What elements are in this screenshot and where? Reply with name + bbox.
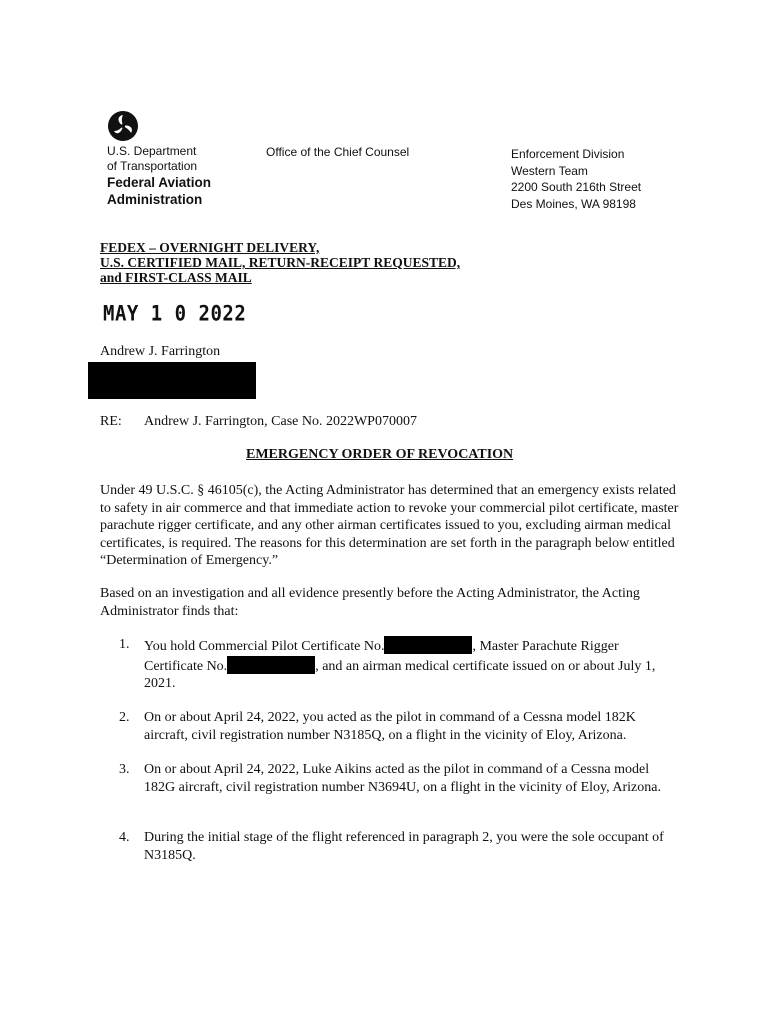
findings-intro: Based on an investigation and all evidence presently before the Acting Administrator, the Acting Administrator finds that: bbox=[100, 586, 640, 619]
re-text: Andrew J. Farrington, Case No. 2022WP070007 bbox=[144, 414, 417, 429]
finding-text: On or about April 24, 2022, you acted as the pilot in command of a Cessna model 182K aircraft, civil registration number N3185Q, on a flight in the vicinity of Eloy, Arizona. bbox=[144, 710, 636, 743]
finding-number: 4. bbox=[119, 830, 130, 845]
intro-paragraph: Under 49 U.S.C. § 46105(c), the Acting Administrator has determined that an emergency exists related to safety in air commerce and that immediate action to revoke your commercial pilot certificate, master parachute rigger certificate, and any other airman certificates issued to you, excluding airman medical certificates, is required. The reasons for this determination are set forth in the paragraph below entitled “Determination of Emergency.” bbox=[100, 483, 679, 568]
division-line-3: 2200 South 216th Street bbox=[511, 180, 642, 194]
dept-line-1: U.S. Department bbox=[107, 144, 197, 158]
addressee-name: Andrew J. Farrington bbox=[100, 344, 221, 359]
delivery-line-3: and FIRST-CLASS MAIL bbox=[100, 270, 252, 285]
redacted-rigger-certificate-number bbox=[227, 656, 315, 674]
delivery-method bbox=[100, 240, 460, 285]
date-stamp: MAY 1 0 2022 bbox=[103, 301, 247, 327]
delivery-line-1: FEDEX – OVERNIGHT DELIVERY, bbox=[100, 240, 320, 255]
office-name: Office of the Chief Counsel bbox=[266, 145, 410, 159]
finding-number: 3. bbox=[119, 762, 130, 777]
finding-text: During the initial stage of the flight referenced in paragraph 2, you were the sole occupant of N3185Q. bbox=[144, 830, 664, 863]
finding-1-part-2: , Master Parachute Rigger Certificate No. bbox=[144, 639, 619, 674]
delivery-line-2: U.S. CERTIFIED MAIL, RETURN-RECEIPT REQUESTED, bbox=[100, 255, 461, 270]
dot-triskelion-icon bbox=[107, 110, 139, 142]
dot-agency-block bbox=[107, 144, 211, 208]
finding-1-part-1: You hold Commercial Pilot Certificate No. bbox=[144, 639, 385, 654]
division-line-1: Enforcement Division bbox=[511, 147, 625, 161]
finding-text: On or about April 24, 2022, Luke Aikins acted as the pilot in command of a Cessna model 182G aircraft, civil registration number N3694U, on a flight in the vicinity of Eloy, Arizona. bbox=[144, 762, 661, 795]
division-line-2: Western Team bbox=[511, 163, 588, 178]
division-address bbox=[511, 146, 641, 212]
finding-number: 2. bbox=[119, 710, 130, 725]
re-label: RE: bbox=[100, 414, 122, 429]
re-line bbox=[100, 414, 417, 430]
agency-line-2: Administration bbox=[107, 192, 203, 207]
finding-1-part-3: , and an airman medical certificate issued on or about July 1, 2021. bbox=[144, 658, 656, 691]
finding-number: 1. bbox=[119, 637, 130, 652]
order-title: EMERGENCY ORDER OF REVOCATION bbox=[246, 447, 514, 462]
division-line-4: Des Moines, WA 98198 bbox=[511, 196, 636, 211]
redacted-address bbox=[88, 362, 256, 399]
dept-line-2: of Transportation bbox=[107, 159, 198, 173]
agency-line-1: Federal Aviation bbox=[107, 175, 212, 190]
finding-text bbox=[144, 636, 674, 693]
redacted-pilot-certificate-number bbox=[384, 636, 472, 654]
